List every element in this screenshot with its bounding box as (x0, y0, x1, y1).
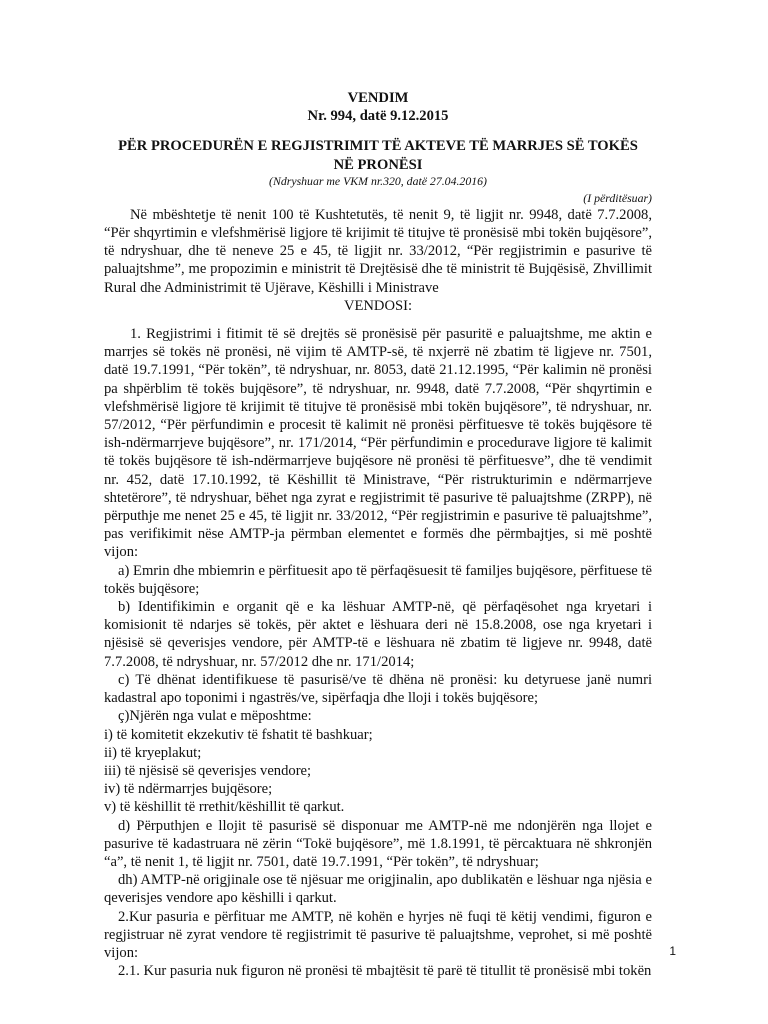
paragraph-2: 2.Kur pasuria e përfituar me AMTP, në kohën e hyrjes në fuqi të këtij vendimi, figuron e regjistruar në zyrat vendore të regjistrimit të pasurive të paluajtshme, veprohet, si më poshtë vijon: (104, 908, 652, 961)
document-heading-line-1: PËR PROCEDURËN E REGJISTRIMIT TË AKTEVE TË MARRJES SË TOKËS (118, 138, 638, 155)
document-body (104, 89, 652, 980)
decision-number: Nr. 994, datë 9.12.2015 (307, 108, 449, 125)
document-heading-line-2: NË PRONËSI (333, 156, 423, 173)
item-b: b) Identifikimin e organit që e ka lëshuar AMTP-në, që përfaqësohet nga kryetari i komisionit të ndarjes së tokës, për aktet e lëshuara deri në 15.8.2008, ose nga kryetari i njësisë së qeverisjes vendore, për AMTP-të e lëshuara në zbatim të ligjeve nr. 9948, datë 7.7.2008, të ndryshuar, nr. 57/2012 dhe nr. 171/2014; (104, 599, 652, 670)
item-c-cedilla: ç)Njërën nga vulat e mëposhtme: (118, 708, 312, 725)
amendment-note: (Ndryshuar me VKM nr.320, datë 27.04.2016) (269, 173, 487, 188)
item-dh: dh) AMTP-në origjinale ose të njësuar me origjinalin, apo dublikatën e lëshuar nga njësia e qeverisjes vendore apo këshilli i qarkut. (104, 872, 652, 907)
document-title: VENDIM (347, 90, 409, 106)
page-number: 1 (669, 944, 676, 958)
item-a: a) Emrin dhe mbiemrin e përfituesit apo të përfaqësuesit të familjes bujqësore, përfituese të tokës bujqësore; (104, 562, 652, 597)
item-c: c) Të dhënat identifikuese të pasurisë/ve të dhëna në pronësi: ku detyruese janë numri kadastral apo toponimi i ngastrës/ve, sipërfaqja dhe lloji i tokës bujqësore; (104, 671, 652, 707)
seal-item-iii: iii) të njësisë së qeverisjes vendore; (104, 762, 312, 779)
seal-item-ii: ii) të kryeplakut; (104, 744, 202, 761)
preamble-paragraph: Në mbështetje të nenit 100 të Kushtetutës, të nenit 9, të ligjit nr. 9948, datë 7.7.2008, “Për shqyrtimin e vlefshmërisë ligjore të krijimit të titujve të pronësisë mbi tokën bujqësore”, të ndryshuar, dhe të neneve 25 e 45, të ligjit nr. 33/2012, “Për regjistrimin e pasurive të paluajtshme”, me propozimin e ministrit të Drejtësisë dhe të ministrit të Bujqësisë, Zhvillimit Rural dhe Administrimit të Ujërave, Këshilli i Ministrave (104, 206, 652, 296)
seal-item-v: v) të këshillit të rrethit/këshillit të qarkut. (104, 799, 345, 816)
seal-item-iv: iv) të ndërmarrjes bujqësore; (104, 781, 273, 798)
item-d: d) Përputhjen e llojit të pasurisë së disponuar me AMTP-në me ndonjërën nga llojet e pasurive të kadastruara në zërin “Tokë bujqësore”, më 1.8.1991, të përcaktuara në shkronjën “a”, të nenit 1, të ligjit nr. 7501, datë 19.7.1991, “Për tokën”, të ndryshuar; (104, 817, 652, 870)
decides-heading: VENDOSI: (343, 297, 413, 314)
paragraph-2-1: 2.1. Kur pasuria nuk figuron në pronësi të mbajtësit të parë të titullit të pronësisë mbi tokën (118, 963, 652, 980)
paragraph-1: 1. Regjistrimi i fitimit të së drejtës së pronësisë për pasuritë e paluajtshme, me aktin e marrjes së tokës në pronësi, në vijim të AMTP-së, të nxjerrë në zbatim të ligjeve nr. 7501, datë 19.7.1991, “Për tokën”, të ndryshuar, nr. 8053, datë 21.12.1995, “Për kalimin në pronësi pa shpërblim të tokës bujqësore”, të ndryshuar, nr. 9948, datë 7.7.2008, “Për shqyrtimin e vlefshmërisë ligjore të krijimit të titujve të pronësisë mbi tokën bujqësore”, të ndryshuar, nr. 57/2012, “Për përfundimin e procesit të kalimit në pronësi përfituesve të tokës bujqësore të ish-ndërmarrjeve bujqësore”, nr. 171/2014, “Për përfundimin e procedurave ligjore të kalimit të tokës bujqësore të ish-ndërmarrjeve bujqësore në pronësi të përfituesve”, dhe të vendimit nr. 452, datë 17.10.1992, të Këshillit të Ministrave, “Për ristrukturimin e ndërmarrjeve shtetërore”, të ndryshuar, bëhet nga zyrat e regjistrimit të pasurive të paluajtshme (ZRPP), në përputhje me nenet 25 e 45, të ligjit nr. 33/2012, “Për regjistrimin e pasurive të paluajtshme”, pas verifikimit nëse AMTP-ja përmban elementet e formës dhe përmbajtjes, si më poshtë vijon: (104, 326, 652, 561)
seal-item-i: i) të komitetit ekzekutiv të fshatit të bashkuar; (104, 726, 373, 743)
updated-note: (I përditësuar) (583, 190, 652, 205)
